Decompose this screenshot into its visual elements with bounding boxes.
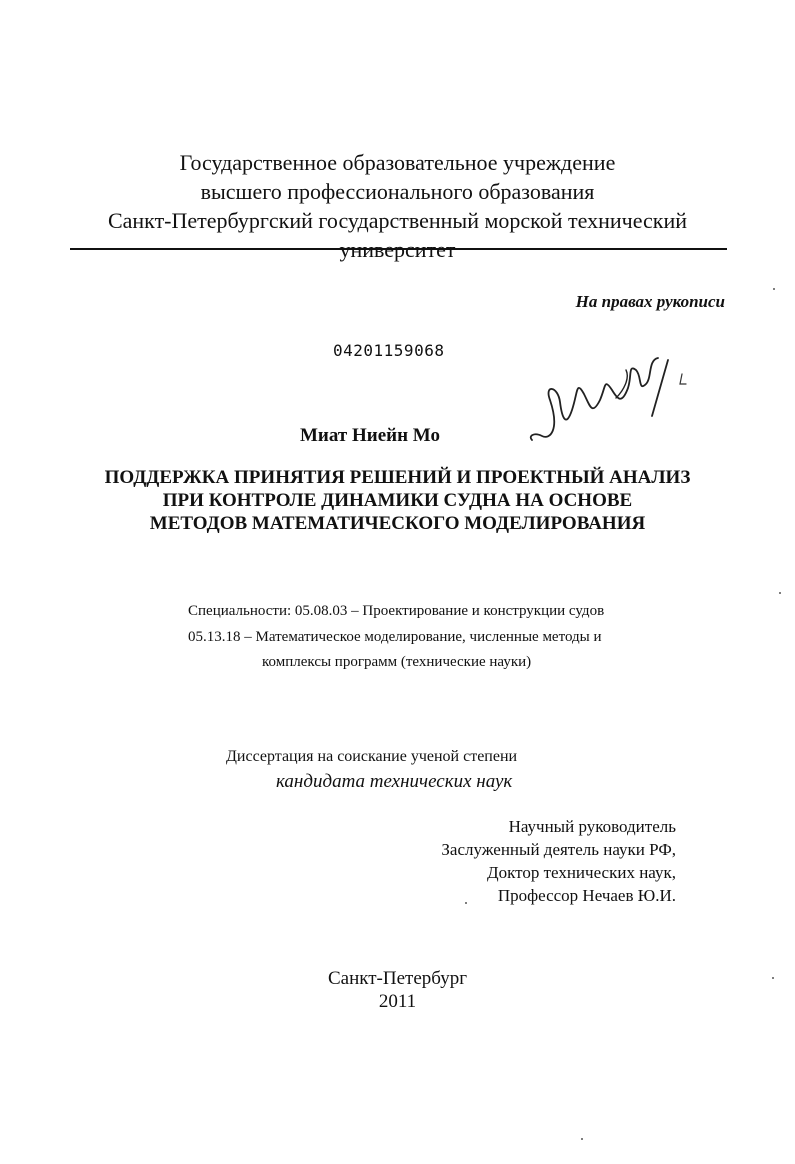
specialty-line-3: комплексы программ (технические науки) [262, 654, 532, 670]
registry-code: 04201159068 [333, 341, 445, 360]
supervisor-degree: Доктор технических наук, [487, 863, 676, 882]
institution-line-1: Государственное образовательное учреждение [179, 150, 616, 175]
header-divider [70, 248, 727, 250]
institution-header [60, 148, 735, 264]
supervisor-honor: Заслуженный деятель науки РФ, [441, 840, 676, 859]
scan-speck [581, 1138, 583, 1140]
signature-image [520, 340, 700, 450]
degree-sought: кандидата технических наук [276, 771, 513, 792]
city: Санкт-Петербург [327, 968, 467, 989]
specialty-line-1: Специальности: 05.08.03 – Проектирование и конструкции судов [188, 603, 605, 619]
supervisor-role: Научный руководитель [508, 817, 676, 836]
scan-speck [779, 592, 781, 594]
institution-line-4: университет [339, 237, 456, 262]
scan-speck [465, 902, 467, 904]
year: 2011 [378, 991, 417, 1012]
dissertation-title [60, 466, 735, 535]
scan-speck [772, 977, 774, 979]
title-line-1: ПОДДЕРЖКА ПРИНЯТИЯ РЕШЕНИЙ И ПРОЕКТНЫЙ АНАЛИЗ [104, 467, 691, 488]
title-line-2: ПРИ КОНТРОЛЕ ДИНАМИКИ СУДНА НА ОСНОВЕ [162, 490, 633, 511]
supervisor-name: Профессор Нечаев Ю.И. [497, 886, 676, 905]
author-name: Миат Ниейн Мо [300, 425, 440, 446]
specialty-line-2: 05.13.18 – Математическое моделирование, численные методы и [188, 629, 602, 645]
institution-line-3: Санкт-Петербургский государственный морской технический [107, 208, 688, 233]
manuscript-note: На правах рукописи [575, 292, 725, 311]
title-line-3: МЕТОДОВ МАТЕМАТИЧЕСКОГО МОДЕЛИРОВАНИЯ [149, 513, 646, 534]
dissertation-purpose: Диссертация на соискание ученой степени [226, 748, 518, 765]
scan-speck [773, 288, 775, 290]
institution-line-2: высшего профессионального образования [200, 179, 595, 204]
